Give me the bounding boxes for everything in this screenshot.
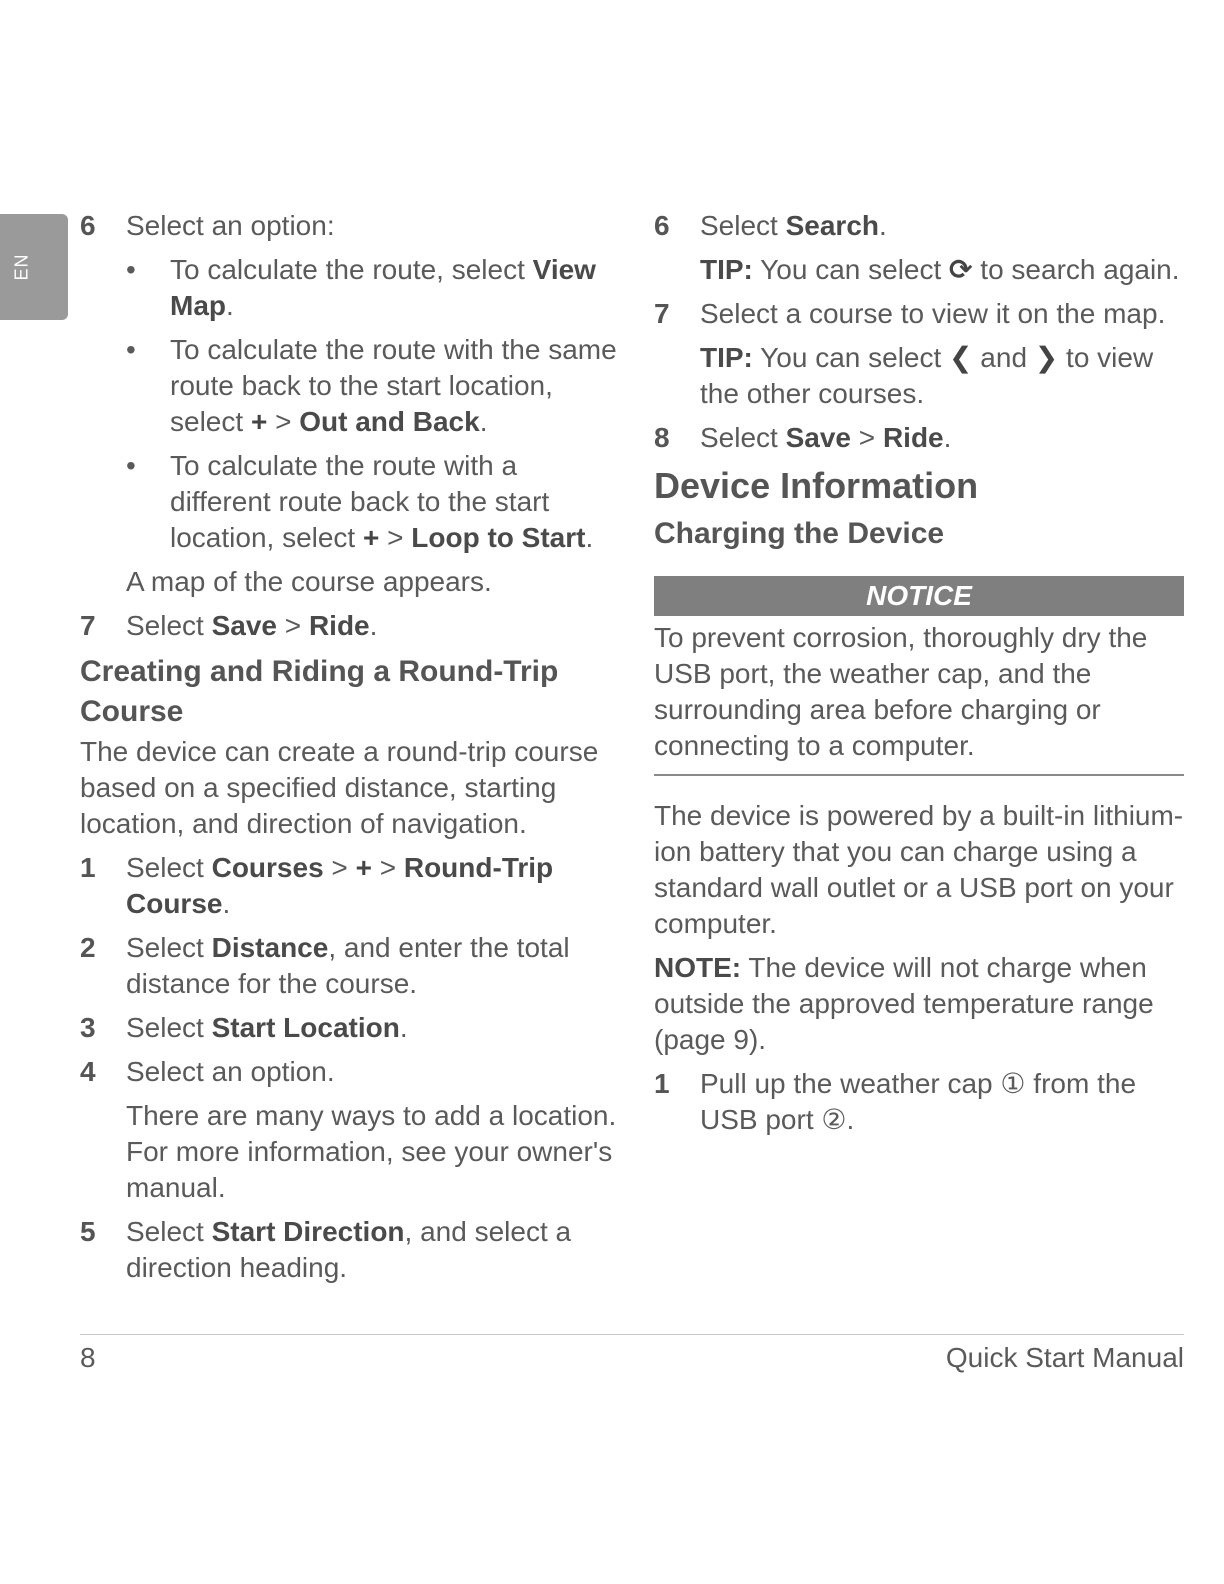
callout-2-icon: ②: [821, 1104, 847, 1135]
chevron-right-icon: ❯: [1034, 342, 1059, 373]
device-information-title: Device Information: [654, 465, 979, 506]
callout-1-icon: ①: [1000, 1068, 1026, 1099]
notice-text: To prevent corrosion, thoroughly dry the USB port, the weather cap, and the surrounding area before charging or connecting to a computer.: [654, 620, 1184, 776]
step-1-courses: 1 Select Courses > + > Round-Trip Course.: [80, 852, 554, 919]
step-4-note: There are many ways to add a location. For more information, see your owner's manual.: [126, 1100, 617, 1203]
tip-view-other-courses: TIP: You can select ❮ and ❯ to view the other courses.: [700, 342, 1154, 409]
language-label: EN: [11, 253, 32, 281]
page-number: 8: [80, 1342, 96, 1373]
step-8-save-ride: 8 Select Save > Ride.: [654, 422, 952, 453]
step-7-save-ride: 7 Select Save > Ride.: [80, 610, 378, 641]
tip-search-again: TIP: You can select ⟳ to search again.: [654, 252, 1184, 288]
step-4-select-option: 4 Select an option.: [80, 1056, 335, 1087]
footer-divider: [80, 1334, 1184, 1335]
refresh-icon: ⟳: [949, 254, 973, 285]
step-6-select-option: 6 Select an option:: [80, 210, 335, 241]
charging-subtitle: Charging the Device: [654, 517, 945, 550]
round-trip-intro: The device can create a round-trip course based on a specified distance, starting location, and direction of navigation.: [80, 736, 599, 839]
step-3-start-location: 3 Select Start Location.: [80, 1012, 408, 1043]
step-5-start-direction: 5 Select Start Direction, and select a direction heading.: [80, 1216, 572, 1283]
left-column: [80, 208, 620, 1294]
right-column: [654, 208, 1184, 1146]
map-appears-text: A map of the course appears.: [126, 566, 492, 597]
bullet-dot: •: [126, 254, 136, 285]
plus-icon: +: [250, 406, 268, 437]
step-1-weather-cap: 1 Pull up the weather cap ① from the USB port ②.: [654, 1068, 1137, 1135]
bullet-dot: •: [126, 450, 136, 481]
plus-icon: +: [355, 852, 372, 883]
bullet-loop-to-start: • To calculate the route with a different route back to the start location, select + > Loop to Start.: [80, 448, 620, 556]
chevron-left-icon: ❮: [949, 342, 973, 373]
bullet-view-map: • To calculate the route, select View Map.: [126, 254, 596, 321]
temperature-note: NOTE: The device will not charge when outside the approved temperature range (page 9).: [654, 952, 1154, 1055]
manual-title: Quick Start Manual: [945, 1342, 1184, 1373]
plus-icon: +: [363, 522, 380, 553]
notice-banner: NOTICE: [654, 576, 1184, 616]
step-6-search: 6 Select Search.: [654, 210, 887, 241]
bullet-out-and-back: • To calculate the route with the same route back to the start location, select + > Out and Back.: [80, 332, 620, 440]
bullet-dot: •: [126, 334, 136, 365]
step-2-distance: 2 Select Distance, and enter the total distance for the course.: [80, 932, 570, 999]
battery-description: The device is powered by a built-in lithium-ion battery that you can charge using a standard wall outlet or a USB port on your computer.: [654, 800, 1184, 939]
language-tab: [0, 214, 68, 320]
step-7-select-course: 7 Select a course to view it on the map.: [654, 298, 1166, 329]
section-heading-round-trip: Creating and Riding a Round-Trip Course: [80, 655, 559, 728]
